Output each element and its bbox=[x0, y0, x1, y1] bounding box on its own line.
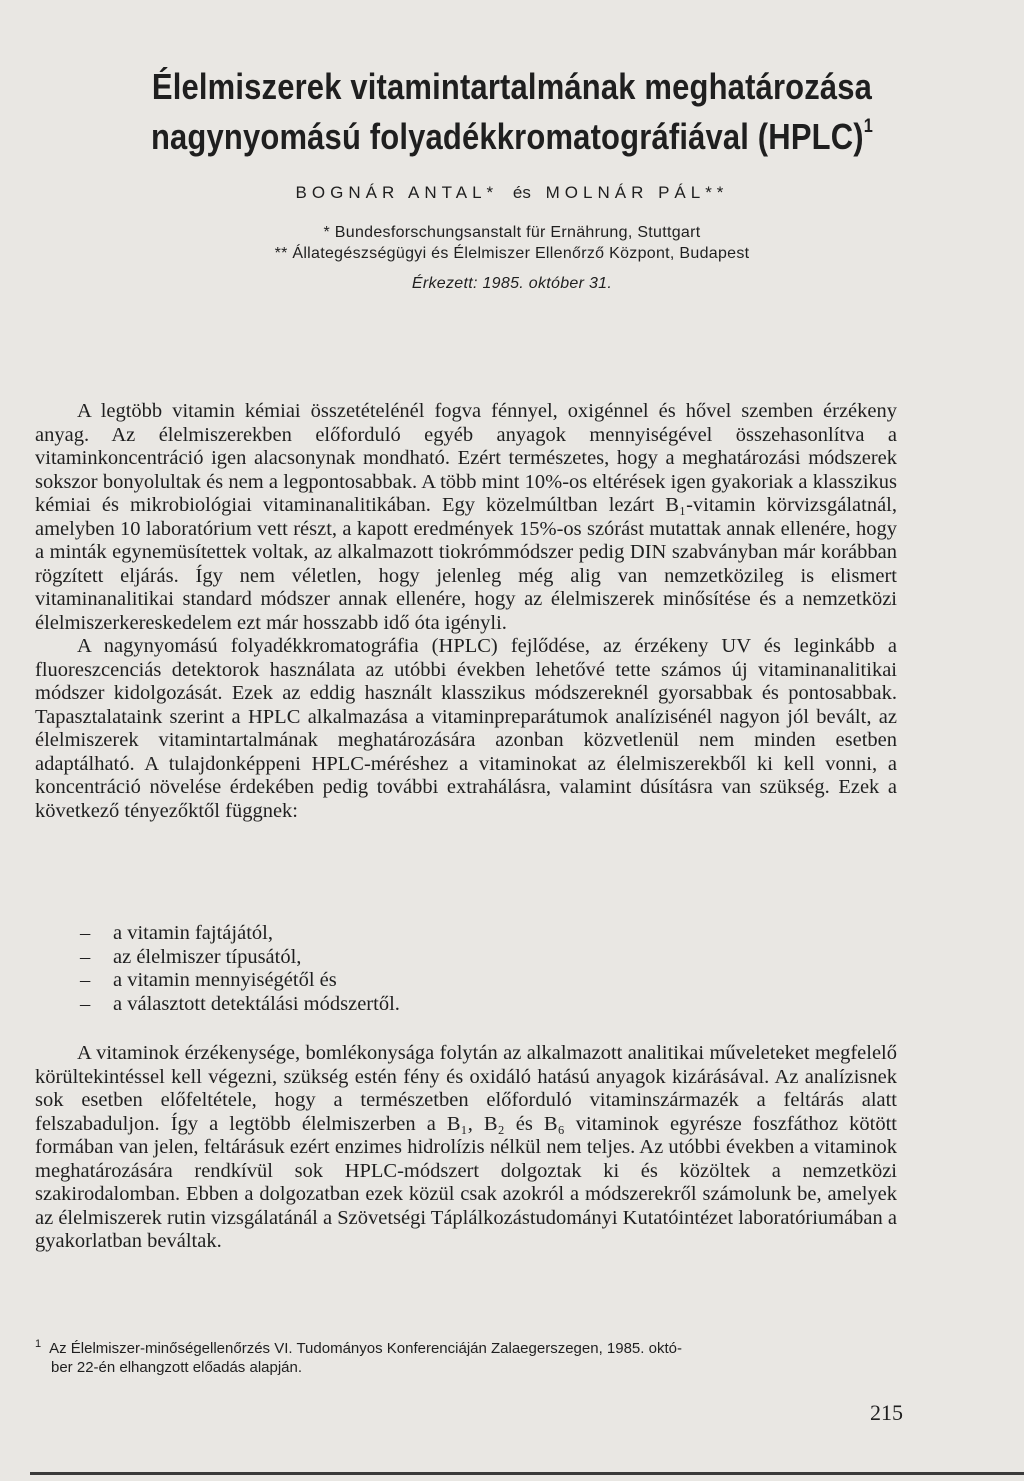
body-text-lower bbox=[35, 1042, 897, 1254]
affiliation-2: ** Állategészségügyi és Élelmiszer Ellenőrző Központ, Budapest bbox=[274, 245, 750, 262]
title-line-2-text: nagynyomású folyadékkromatográfiával (HPLC) bbox=[150, 116, 864, 157]
list-item-text: az élelmiszer típusától, bbox=[113, 945, 302, 968]
author-2: MOLNÁR PÁL** bbox=[545, 183, 729, 202]
list-dash: – bbox=[80, 945, 91, 968]
list-dash: – bbox=[80, 992, 91, 1015]
author-connector: és bbox=[512, 183, 531, 202]
list-dash: – bbox=[80, 922, 91, 944]
factor-list bbox=[80, 922, 400, 1016]
list-item bbox=[80, 969, 400, 993]
author-1: BOGNÁR ANTAL* bbox=[295, 183, 499, 202]
affiliation-1: * Bundesforschungsanstalt für Ernährung, Stuttgart bbox=[323, 224, 701, 241]
list-item bbox=[80, 922, 400, 946]
title-line-2 bbox=[72, 112, 953, 162]
body-text-upper bbox=[35, 400, 897, 823]
footnote-mark: 1 bbox=[35, 1338, 42, 1350]
footnote-line-1 bbox=[35, 1339, 897, 1358]
list-item-text: a választott detektálási módszertől. bbox=[113, 992, 400, 1015]
author-line bbox=[0, 183, 1024, 203]
paragraph-3: A vitaminok érzékenysége, bomlékonysága folytán az alkalmazott analitikai műveleteket megfelelő körültekintéssel kell végezni, szükség estén fény és oxidáló hatású anyagok kizárásával. Az analízisnek sok esetben előfeltétele, hogy a természetben előforduló vitaminszármazék a feltárás alatt felszabaduljon. Így a legtöbb élelmiszerben a B₁, B₂ és B₆ vitaminok egyrésze foszfáthoz kötött formában van jelen, feltárásuk ezért enzimes hidrolízis nélkül nem teljes. Az utóbbi években a vitaminok meghatározására rendkívül sok HPLC-módszert dolgoztak ki és közöltek a nemzetközi szakirodalomban. Ebben a dolgozatban ezek közül csak azokról a módszerekről számolunk be, amelyek az élelmiszerek rutin vizsgálatánál a Szövetségi Táplálkozástudományi Kutatóintézet laboratóriumában a gyakorlatban beváltak. bbox=[35, 1042, 898, 1252]
title-footnote-mark: 1 bbox=[863, 116, 874, 137]
title-line-1: Élelmiszerek vitamintartalmának meghatározása bbox=[151, 66, 873, 107]
list-item-text: a vitamin mennyiségétől és bbox=[113, 969, 337, 991]
received-date: Érkezett: 1985. október 31. bbox=[411, 275, 613, 292]
footnote-line-2: ber 22-én elhangzott előadás alapján. bbox=[51, 1359, 303, 1376]
footnote-text-1: Az Élelmiszer-minőségellenőrzés VI. Tudományos Konferenciáján Zalaegerszegen, 1985. októ- bbox=[49, 1340, 682, 1357]
list-item bbox=[80, 946, 400, 970]
list-item bbox=[80, 993, 400, 1017]
paragraph-2: A nagynyomású folyadékkromatográfia (HPLC) fejlődése, az érzékeny UV és leginkább a fluoreszcenciás detektorok használata az utóbbi években lehetővé tette számos új vitaminanalitikai módszer kidolgozását. Ezek az eddig használt klasszikus módszereknél gyorsabbak és pontosabbak. Tapasztalataink szerint a HPLC alkalmazása a vitaminpreparátumok analízisénél nagyon jól bevált, az élelmiszerek vitamintartalmának meghatározására azonban közvetlenül nem minden esetben adaptálható. A tulajdonképpeni HPLC-méréshez a vitaminokat az élelmiszerekből ki kell vonni, a koncentráció növelése érdekében pedig további extrahálásra, valamint dúsításra van szükség. Ezek a következő tényezőktől függnek: bbox=[35, 635, 897, 822]
list-item-text: a vitamin fajtájától, bbox=[113, 922, 273, 944]
paragraph-1: A legtöbb vitamin kémiai összetételénél fogva fénnyel, oxigénnel és hővel szemben érzékeny anyag. Az élelmiszerekben előforduló egyéb anyagok mennyiségével összehasonlítva a vitaminkoncentráció igen alacsonynak mondható. Ezért természetes, hogy a meghatározási módszerek sokszor bonyolultak és nem a legpontosabbak. A több mint 10%-os eltérések igen gyakoriak a klasszikus kémiai és mikrobiológiai vitaminanalitikában. Egy közelmúltban lezárt B₁-vitamin körvizsgálatnál, amelyben 10 laboratórium vett részt, a kapott eredmények 15%-os szórást mutattak annak ellenére, hogy a minták egynemüsítettek voltak, az alkalmazott tiokrómmódszer pedig DIN szabványban már korábban rögzített eljárás. Így nem véletlen, hogy jelenleg még alig van nemzetközileg is elismert vitaminanalitikai standard módszer annak ellenére, hogy az élelmiszerek minősítése és a nemzetközi élelmiszerkereskedelem ezt már hosszabb idő óta igényli. bbox=[35, 400, 897, 634]
footnote bbox=[35, 1339, 897, 1377]
bottom-rule bbox=[30, 1472, 1024, 1475]
page-number: 215 bbox=[870, 1400, 903, 1425]
article-title bbox=[72, 62, 953, 162]
list-dash: – bbox=[80, 969, 91, 991]
